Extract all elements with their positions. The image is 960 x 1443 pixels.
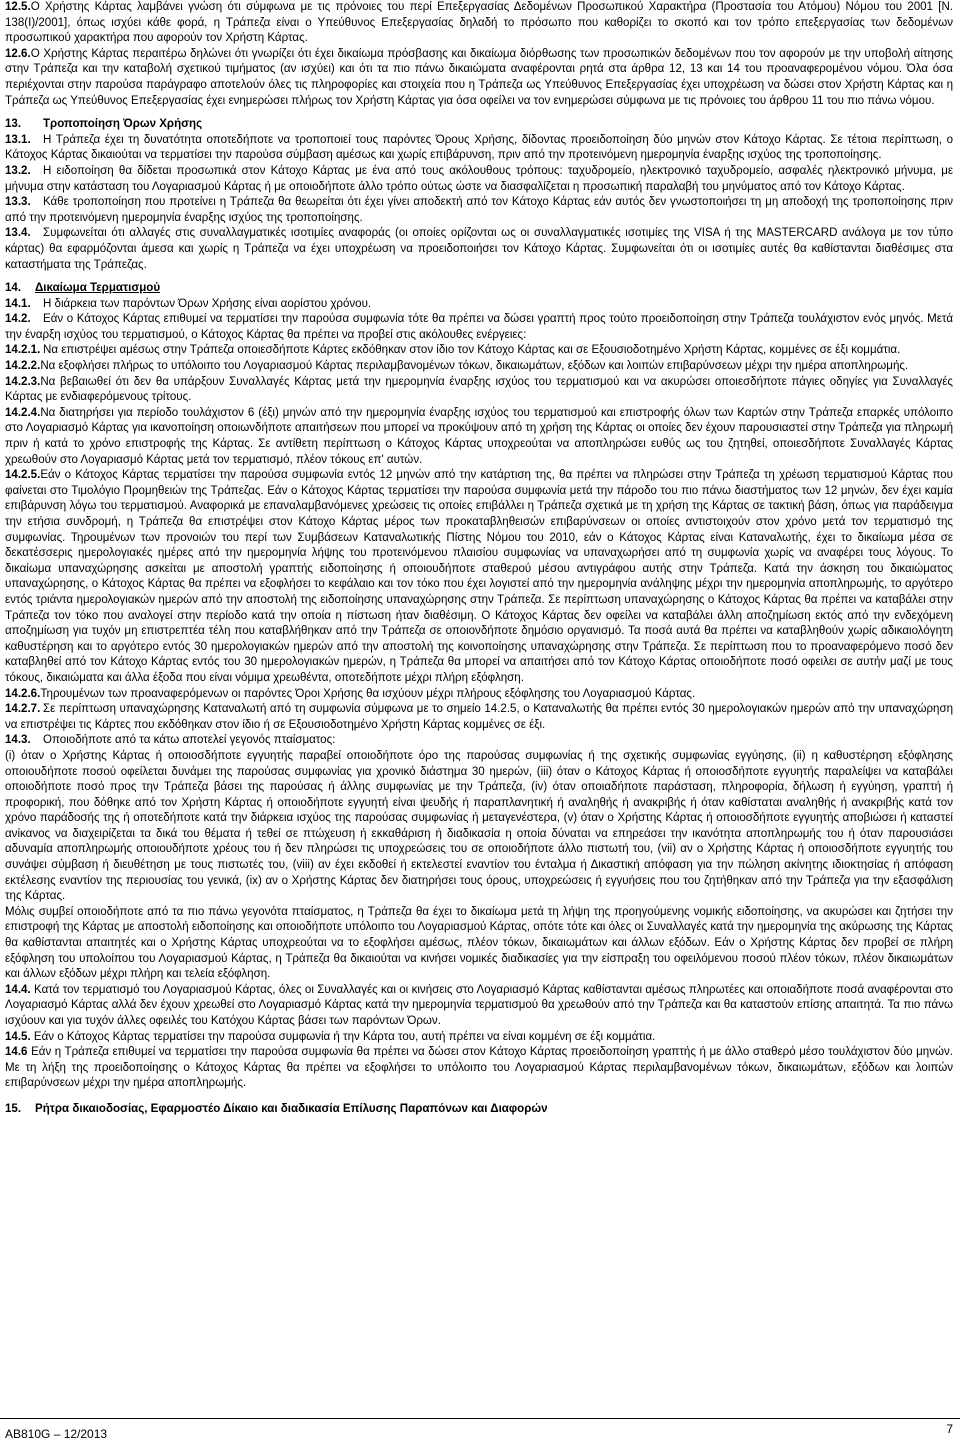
clause-14-2-2 xyxy=(5,359,953,375)
clause-number: 14.2.1. xyxy=(5,344,41,357)
clause-number: 13.1. xyxy=(5,133,31,146)
clause-text: Ο Χρήστης Κάρτας λαμβάνει γνώση ότι σύμφωνα με τις πρόνοιες του περί Επεξεργασίας Δεδομένων Προσωπικού Χαρακτήρα (Προστασία του Ατόμου) Νόμου του 2001 [Ν. 138(Ι)/2001], όπως ισχύει κάθε φορά, η Τράπεζα είναι ο Υπεύθυνος Επεξεργασίας δηλαδή το πρόσωπο που καθορίζει το σκοπό και τον τρόπο επεξεργασίας των δεδομένων προσωπικού χαρακτήρα που αφορούν τον Χρήστη Κάρτας. xyxy=(5,1,953,45)
clause-number: 14.2.3. xyxy=(5,375,41,388)
clause-13-1 xyxy=(5,133,953,164)
clause-13-3 xyxy=(5,195,953,226)
clause-14-2-3 xyxy=(5,375,953,406)
clause-number: 14.2.7. xyxy=(5,703,41,716)
clause-number: 14.2. xyxy=(5,313,31,326)
clause-14-3-consequence xyxy=(5,905,953,983)
footer-document-code: AB810G – 12/2013 xyxy=(5,1427,108,1441)
section-title: Δικαίωμα Τερματισμού xyxy=(35,282,161,295)
clause-number: 14.2.2. xyxy=(5,360,41,373)
clause-number: 14.2.4. xyxy=(5,406,41,419)
clause-14-2 xyxy=(5,312,953,343)
clause-14-2-4 xyxy=(5,406,953,468)
clause-text: Να βεβαιωθεί ότι δεν θα υπάρξουν Συναλλαγές Κάρτας μετά την ημερομηνία έναρξης ισχύος του τερματισμού και να ακυρώσει οποιεσδήποτε πάγιες οδηγίες για Συναλλαγές Κάρτας με ενδιαφερόμενους τρίτους. xyxy=(5,375,953,404)
clause-14-3-list xyxy=(5,749,953,905)
clause-text: Η διάρκεια των παρόντων Όρων Χρήσης είναι αορίστου χρόνου. xyxy=(43,297,372,310)
clause-text: Οποιοδήποτε από τα κάτω αποτελεί γεγονός πταίσματος: xyxy=(43,734,336,747)
clause-number: 14.2.6. xyxy=(5,687,41,700)
clause-text: Να επιστρέψει αμέσως στην Τράπεζα οποιεσδήποτε Κάρτες εκδόθηκαν στον ίδιο τον Κάτοχο Κάρτας και σε Εξουσιοδοτημένο Χρήστη Κάρτας, κομμένες σε έξι κομμάτια. xyxy=(43,344,901,357)
clause-text: Συμφωνείται ότι αλλαγές στις συναλλαγματικές ισοτιμίες αναφοράς (οι οποίες ορίζονται ως οι συναλλαγματικές ισοτιμίες της VISA ή της MASTERCARD ανάλογα με τον τύπο κάρτας) θα εφαρμόζονται άμεσα και χωρίς η Τράπεζα να έχει υποχρέωση να προειδοποιήσει τον Κάτοχο Κάρτας. Συμφωνείται ότι οι ισοτιμίες αυτές θα καθίστανται διαθέσιμες στα καταστήματα της Τράπεζας. xyxy=(5,227,953,271)
clause-13-2 xyxy=(5,164,953,195)
clause-number: 13.2. xyxy=(5,164,31,177)
clause-text: Η Τράπεζα έχει τη δυνατότητα οποτεδήποτε να τροποποιεί τους παρόντες Όρους Χρήσης, δίδοντας προειδοποίηση δύο μηνών στον Κάτοχο Κάρτας. Σε τέτοια περίπτωση, ο Κάτοχος Κάρτας δικαιούται να τερματίσει την παρούσα σύμβαση αμέσως και χωρίς επιβάρυνση, πριν από την προτεινόμενη ημερομηνία έναρξης ισχύος της τροποποίησης. xyxy=(5,133,953,162)
clause-number: 13.4. xyxy=(5,227,31,240)
clause-text: Κάθε τροποποίηση που προτείνει η Τράπεζα θα θεωρείται ότι έχει γίνει αποδεκτή από τον Κάτοχο Κάρτας εάν αυτός δεν γνωστοποιήσει τη μη αποδοχή της τροποποίησης πριν από την προτεινόμενη ημερομηνία έναρξης ισχύος της τροποποίησης. xyxy=(5,196,953,224)
clause-14-2-1 xyxy=(5,343,953,359)
clause-number: 14.6 xyxy=(5,1046,28,1059)
clause-text: (i) όταν ο Χρήστης Κάρτας ή οποιοσδήποτε εγγυητής παραβεί οποιοδήποτε όρο της παρούσας συμφωνίας ή της σχετικής συμφωνίας εγγύησης, (ii) η καθυστέρηση εξόφλησης οποιουδήποτε ποσού οφείλεται δυνάμει της παρούσας συμφωνίας για χρονικό διάστημα 30 ημερών, (iii) όταν ο Κάτοχος Κάρτας ή οποιοσδήποτε εγγυητής παραλείψει να καταβάλει οποιοδήποτε ποσό προς την Τράπεζα βάσει της παρούσας ή άλλης συμφωνίας με την Τράπεζα, (iv) όταν οποιαδήποτε παράσταση, πληροφορία, δήλωση ή εγγύηση, γραπτή ή προφορική, που δόθηκε από τον Χρήστη Κάρτας ή οποιοδήποτε εγγυητή είναι ψευδής ή παραπλανητική ή αναληθής ή ανακριβής ή όταν καθίσταται αναληθής ή ανακριβής κατά τον χρόνο παράδοσής της ή οποτεδήποτε κατά την διάρκεια ισχύος της παρούσας συμφωνίας ή μεταγενέστερα, (v) όταν ο Χρήστης Κάρτας ή οποιοσδήποτε εγγυητής αποβιώσει ή καταστεί ανίκανος να διαχειρίζεται τα δικά του θέματα ή τεθεί σε πτώχευση ή εκκαθάριση ή διαδικασία η οποία δύναται να επηρεάσει την ικανότητα αποπληρωμής του ή όταν παρουσιάσει αδυναμία αποπληρωμής οποιουδήποτε χρέους του ή δεν πληρώσει τις υποχρεώσεις του σε οποιοδήποτε άλλο πιστωτή του, (vii) αν ο Χρήστης Κάρτας ή οποιοσδήποτε εγγυητής του συνάψει σύμβαση ή διευθέτηση με τους πιστωτές του, (viii) αν έχει εκδοθεί ή εκτελεστεί εναντίον του ένταλμα ή Δικαστική απόφαση για την πώληση ακίνητης ιδιοκτησίας ή απόφαση εκτέλεσης εναντίον της περιουσίας του γενικά, (ix) αν ο Χρήστης Κάρτας δεν διατηρήσει τους όρους, υποχρεώσεις ή εγγυήσεις που του ζητήθηκαν από την Τράπεζα για την εξασφάλιση της Κάρτας. xyxy=(5,749,953,903)
clause-text: Να διατηρήσει για περίοδο τουλάχιστον 6 (έξι) μηνών από την ημερομηνία έναρξης ισχύος του τερματισμού και επιστροφής όλων των Καρτών στην Τράπεζα επαρκές υπόλοιπο στο Λογαριασμό Κάρτας για ικανοποίηση οποιωνδήποτε απαιτήσεων που μπορεί να προκύψουν από τη χρήση της Κάρτας οι οποίες δεν έχουν παρουσιαστεί στην Τράπεζα για πληρωμή πριν ή κατά το χρόνο επιστροφής της Κάρτας. Σε αντίθετη περίπτωση ο Κάτοχος Κάρτας υποχρεούται να αποπληρώσει ευθύς ως του ζητηθεί, οποιεσδήποτε Συναλλαγές Κάρτας χρεωθούν στο Λογαριασμό Κάρτας μετά τον τερματισμό, πλέον τόκους επ' αυτών. xyxy=(5,406,953,466)
clause-number: 14.2.5. xyxy=(5,469,41,482)
clause-number: 14.1. xyxy=(5,297,31,310)
clause-14-5 xyxy=(5,1030,953,1046)
section-heading-13 xyxy=(5,117,953,133)
clause-12-6 xyxy=(5,47,953,109)
clause-text: Εάν ο Κάτοχος Κάρτας τερματίσει την παρούσα συμφωνία εντός 12 μηνών από την κατάρτιση της, θα πρέπει να πληρώσει στην Τράπεζα τη χρέωση τερματισμού Κάρτας που φαίνεται στο Τιμολόγιο Προμηθειών της Τράπεζας. Εάν ο Κάτοχος Κάρτας τερματίσει την παρούσα συμφωνία μετά την πάροδο του πιο πάνω διαστήματος των 12 μηνών, δεν έχει καμία επιβάρυνση λόγω του τερματισμού. Αναφορικά με επαναλαμβανόμενες χρεώσεις τις οποίες επιβάλλει η Τράπεζα σχετικά με τη χρήση της Κάρτας σε τακτική βάση, όπως για παράδειγμα την ετήσια συνδρομή, η Τράπεζα θα επιστρέψει στον Κάτοχο Κάρτας μέρος των προκαταβληθεισών επιβαρύνσεων οι οποίες αντιστοιχούν στον χρόνο μετά τον τερματισμό της συμφωνίας. Τηρουμένων των προνοιών του περί των Συμβάσεων Καταναλωτικής Πίστης Νόμου του 2010, εάν ο Κάτοχος Κάρτας είναι Καταναλωτής, έχει το δικαίωμα μέσα σε δεκατέσσερις ημερολογιακές ημέρες από την ημερομηνία λήψης του προτεινόμενου πλαισίου συμφωνίας να υπαναχωρήσει από τη συμφωνία χωρίς να αναφέρει τους λόγους. Το δικαίωμα υπαναχώρησης ασκείται με αποστολή γραπτής ειδοποίησης ή οποιουδήποτε σταθερού μέσου αντιγράφου αυτής στην Τράπεζα. Κατά την άσκηση του δικαιώματος υπαναχώρησης, ο Κάτοχος Κάρτας θα πρέπει να εξοφλήσει το κεφάλαιο και τον τόκο που έχει λογιστεί από την ημερομηνία ανάληψης μέχρι την ημερομηνία αποπληρωμής, το αργότερο εντός τριάντα ημερολογιακών ημερών από την αποστολή της ειδοποίησης υπαναχώρησης στην Τράπεζα. Σε περίπτωση υπαναχώρησης ο Κάτοχος Κάρτας θα πρέπει να καταβάλει στην Τράπεζα τον τόκο που αναλογεί στην περίοδο κατά την οποία η πίστωση ήταν διαθέσιμη. Ο Κάτοχος Κάρτας δεν οφείλει να καταβάλει άλλη αποζημίωση εκτός από την ενδεχόμενη αποζημίωση για τυχόν μη επιστρεπτέα τέλη που καταβλήθηκαν από την Τράπεζα σε οποιονδήποτε δημόσιο οργανισμό. Τα ποσά αυτά θα πρέπει να καταβληθούν χωρίς αδικαιολόγητη καθυστέρηση και το αργότερο εντός 30 ημερολογιακών ημερών από την αποστολή της κοινοποίησης υπαναχώρησης στην Τράπεζα. Σε περίπτωση που το προαναφερόμενο ποσό δεν καταβληθεί από τον Κάτοχο Κάρτας εντός του 30 ημερολογιακών ημερών, η Τράπεζα θα μπορεί να απαιτήσει από τον Κάτοχο Κάρτας οποιοδήποτε ποσό οφειλει σε αυτήν μαζί με τους τόκους, δικαιώματα και άλλα έξοδα που είναι νόμιμα χρεωθέντα, οποτεδήποτε μέχρι πλήρη εξόφληση. xyxy=(5,469,953,684)
clause-12-5 xyxy=(5,0,953,47)
clause-number: 12.6. xyxy=(5,47,31,60)
clause-text: Κατά τον τερματισμό του Λογαριασμού Κάρτας, όλες οι Συναλλαγές και οι κινήσεις στο Λογαριασμό Κάρτας καθίστανται αμέσως πληρωτέες και οποιαδήποτε ποσά αναφέρονται στο Λογαριασμό Κάρτας αλλά δεν έχουν χρεωθεί στο Λογαριασμό Κάρτας κατά την ημερομηνία τερματισμού θα χρεωθούν από την Τράπεζα και θα καταστούν επίσης απαιτητά. Τα πιο πάνω ισχύουν και για τυχόν άλλες οφειλές του Κατόχου Κάρτας βάσει των παρόντων Όρων. xyxy=(5,983,953,1027)
clause-14-2-7 xyxy=(5,702,953,733)
clause-number: 14.4. xyxy=(5,983,31,996)
clause-14-4 xyxy=(5,983,953,1030)
clause-14-2-5 xyxy=(5,468,953,686)
clause-text: Ο Χρήστης Κάρτας περαιτέρω δηλώνει ότι γνωρίζει ότι έχει δικαίωμα πρόσβασης και δικαίωμα διόρθωσης των προσωπικών δεδομένων που τον αφορούν με την υποβολή αίτησης στην Τράπεζα και την καταβολή σχετικού τιμήματος (αν ισχύει) και ότι τα πιο πάνω δικαιώματα αναφέρονται ρητά στα άρθρα 12, 13 και 14 του προαναφερομένου νόμου. Όλα όσα περιέχονται στην παρούσα παράγραφο αποτελούν όλες τις πληροφορίες και στοιχεία που η Τράπεζα ως Υπεύθυνος Επεξεργασίας έχει υποχρέωση να δώσει στον Χρήστη Κάρτας και η Τράπεζα ως Υπεύθυνος Επεξεργασίας έχει ενημερώσει πλήρως τον Χρήστη Κάρτας για όσα οφείλει να τον ενημερώσει σύμφωνα με τις πρόνοιες του άρθρου 11 του πιο πάνω νόμου. xyxy=(5,47,953,107)
clause-14-2-6 xyxy=(5,687,953,703)
clause-text: Να εξοφλήσει πλήρως το υπόλοιπο του Λογαριασμού Κάρτας περιλαμβανομένων τόκων, δικαιωμάτων, εξόδων και λοιπών επιβαρύνσεων μέχρι την ημέρα αποπληρωμής. xyxy=(40,360,909,373)
page-number: 7 xyxy=(946,1422,953,1436)
clause-text: Εάν ο Κάτοχος Κάρτας επιθυμεί να τερματίσει την παρούσα συμφωνία τότε θα πρέπει να δώσει γραπτή προς τούτο προειδοποίηση στην Τράπεζα τουλάχιστον ενός μηνός. Μετά την έναρξη ισχύος του τερματισμού, ο Κάτοχος Κάρτας θα πρέπει να προβεί στις ακόλουθες ενέργειες: xyxy=(5,313,953,341)
clause-number: 14.3. xyxy=(5,734,31,747)
section-title: Ρήτρα δικαιοδοσίας, Εφαρμοστέο Δίκαιο και διαδικασία Επίλυσης Παραπόνων και Διαφορών xyxy=(35,1102,548,1115)
clause-text: Εάν ο Κάτοχος Κάρτας τερματίσει την παρούσα συμφωνία ή την Κάρτα του, αυτή πρέπει να είναι κομμένη σε έξι κομμάτια. xyxy=(33,1030,656,1043)
clause-13-4 xyxy=(5,226,953,273)
clause-text: Εάν η Τράπεζα επιθυμεί να τερματίσει την παρούσα συμφωνία θα πρέπει να δώσει στον Κάτοχο Κάρτας προειδοποίηση γραπτής ή με άλλο σταθερό μέσο τουλάχιστον δύο μηνών. Με τη λήξη της προειδοποίησης ο Κάτοχος Κάρτας θα πρέπει να εξοφλήσει το υπόλοιπο του Λογαριασμού Κάρτας περιλαμβανομένων τόκων, δικαιωμάτων, εξόδων και λοιπών επιβαρύνσεων μέχρι την ημέρα αποπληρωμής. xyxy=(5,1046,953,1090)
clause-14-1 xyxy=(5,297,953,313)
document-body xyxy=(5,0,953,1118)
section-title: Τροποποίηση Όρων Χρήσης xyxy=(43,118,203,131)
clause-number: 14.5. xyxy=(5,1030,31,1043)
section-heading-15 xyxy=(5,1102,953,1118)
clause-number: 13.3. xyxy=(5,196,31,209)
clause-text: Τηρουμένων των προαναφερόμενων οι παρόντες Όροι Χρήσης θα ισχύουν μέχρι πλήρους εξόφλησης του Λογαριασμού Κάρτας. xyxy=(40,687,696,700)
clause-number: 12.5. xyxy=(5,1,31,13)
footer-divider xyxy=(0,1418,960,1419)
clause-text: Μόλις συμβεί οποιοδήποτε από τα πιο πάνω γεγονότα πταίσματος, η Τράπεζα θα έχει το δικαίωμα μετά τη λήψη της προηγούμενης νομικής ειδοποίησης, να ακυρώσει και ζητήσει την επιστροφή της Κάρτας με αποστολή ειδοποίησης και οποιοδήποτε υπόλοιπο του Λογαριασμού Κάρτας, οπότε τότε και όλες οι Συναλλαγές κατά την ημερομηνία της ακύρωσης της Κάρτας θα καθίστανται απαιτητές και ο Χρήστης Κάρτας υποχρεούται να το εξοφλήσει αμέσως, πλέον τόκων, δικαιωμάτων και άλλων εξόδων. Εάν ο Χρήστης Κάρτας δεν προβεί σε πλήρη εξόφληση του υπολοίπου του Λογαριασμού Κάρτας, η Τράπεζα θα δικαιούται να κινήσει νομικές διαδικασίες για την είσπραξη του οφειλόμενου ποσού πλέον τόκων, πλέον δικαιωμάτων και άλλων εξόδων μέχρι πλήρη και τελεία εξόφληση. xyxy=(5,905,953,981)
clause-text: Η ειδοποίηση θα δίδεται προσωπικά στον Κάτοχο Κάρτας με ένα από τους ακόλουθους τρόπους: ταχυδρομείο, ηλεκτρονικό ταχυδρομείο, ασφαλές ηλεκτρονικό μήνυμα, με μήνυμα στην κατάσταση του Λογαριασμού Κάρτας ή με οποιοδήποτε άλλο τρόπο ούτως ώστε να διασφαλίζεται η προσωπική παραλαβή του μηνύματος από τον Κάτοχο Κάρτας. xyxy=(5,164,953,193)
section-number: 13. xyxy=(5,118,22,131)
section-number: 14. xyxy=(5,282,22,295)
section-number: 15. xyxy=(5,1102,22,1115)
clause-14-3 xyxy=(5,733,953,749)
clause-14-6 xyxy=(5,1045,953,1092)
clause-text: Σε περίπτωση υπαναχώρησης Καταναλωτή από τη συμφωνία σύμφωνα με το σημείο 14.2.5, ο Καταναλωτής θα πρέπει εντός 30 ημερολογιακών ημερών από την υπαναχώρηση να επιστρέψει τις Κάρτες που εκδόθηκαν στον ίδιο ή σε Εξουσιοδοτημένο Χρήστη Κάρτας κομμένες σε έξι. xyxy=(5,703,953,731)
section-heading-14 xyxy=(5,281,953,297)
